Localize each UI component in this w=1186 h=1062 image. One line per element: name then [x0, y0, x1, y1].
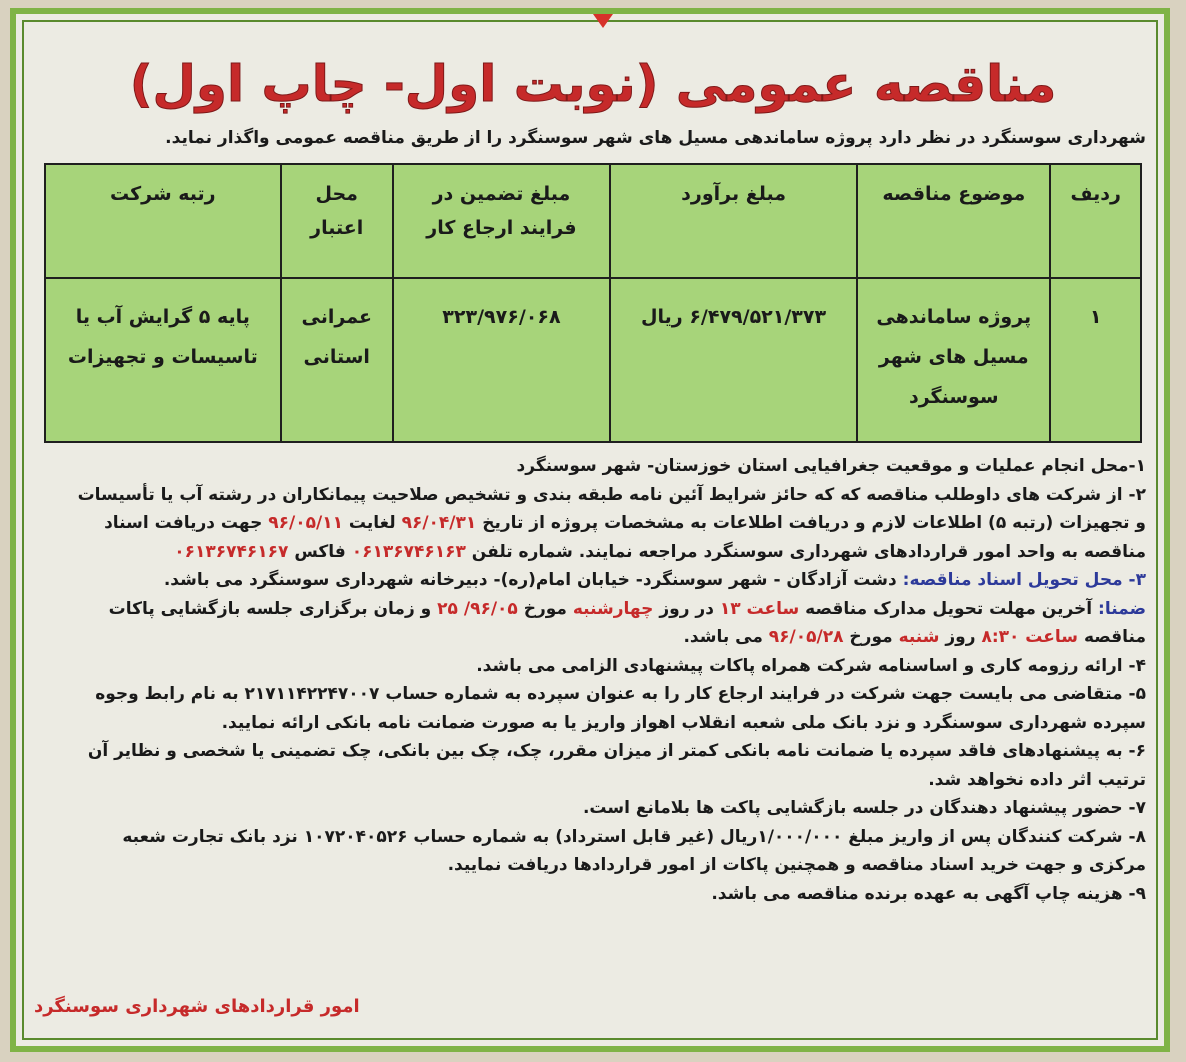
top-arrow-icon — [593, 14, 613, 28]
item-2-date-from: ۹۶/۰۴/۳۱ — [401, 513, 477, 533]
item-8-line-2: مرکزی و جهت خرید اسناد مناقصه و همچنین پاکات از امور قراردادها دریافت نمایید. — [447, 855, 1146, 875]
cell-subject: پروژه ساماندهی مسیل های شهر سوسنگرد — [857, 278, 1050, 442]
cell-grade: پایه ۵ گرایش آب یا تاسیسات و تجهیزات — [45, 278, 281, 442]
header-subject: موضوع مناقصه — [857, 164, 1050, 278]
tender-table — [44, 163, 1142, 443]
also-text-d: و زمان برگزاری جلسه بازگشایی پاکات — [108, 598, 432, 619]
deadline-day: چهارشنبه — [572, 598, 654, 619]
table-row — [45, 278, 1141, 442]
also-text-e: مناقصه — [1083, 627, 1146, 647]
also-text-c: مورخ — [523, 598, 567, 619]
also-label: ضمنا: — [1098, 598, 1146, 619]
phone-number: ۰۶۱۳۶۷۴۶۱۶۳ — [351, 541, 466, 562]
item-2-line-1: ۲- از شرکت های داوطلب مناقصه که که حائز شرایط آئین نامه طبقه بندی و تشخیص صلاحیت پیمانکاران در رشته آب یا تأسیسات — [77, 484, 1146, 505]
fax-number: ۰۶۱۳۶۷۴۶۱۶۷ — [174, 541, 289, 562]
opening-time: ساعت ۸:۳۰ — [981, 627, 1079, 647]
item-2-line-2 — [38, 509, 1146, 538]
header-estimate: مبلغ برآورد — [610, 164, 857, 278]
table-header-row — [45, 164, 1141, 278]
item-7: ۷- حضور پیشنهاد دهندگان در جلسه بازگشایی پاکت ها بلامانع است. — [582, 798, 1146, 818]
item-5-line-1: ۵- متقاضی می بایست جهت شرکت در فرایند ارجاع کار را به عنوان سپرده به شماره حساب ۲۱۷۱۱۴۲۲۴۷۰۰۷ به نام رابط وجوه — [95, 684, 1146, 704]
conditions-list — [38, 452, 1146, 908]
item-6-line-2: ترتیب اثر داده نخواهد شد. — [928, 769, 1146, 790]
item-2-text-c: جهت دریافت اسناد — [104, 513, 263, 533]
item-2-text-d: مناقصه به واحد امور قراردادهای شهرداری سوسنگرد مراجعه نمایند. شماره تلفن — [471, 541, 1146, 562]
item-2-text-b: لغایت — [348, 513, 396, 533]
cell-guarantee: ۳۲۳/۹۷۶/۰۶۸ — [393, 278, 610, 442]
also-text-a: آخرین مهلت تحویل مدارک مناقصه — [805, 598, 1093, 619]
fax-label: فاکس — [294, 541, 346, 562]
also-text-g: مورخ — [849, 627, 893, 647]
header-credit: محل اعتبار — [281, 164, 393, 278]
cell-credit: عمرانی استانی — [281, 278, 393, 442]
intro-text: شهرداری سوسنگرد در نظر دارد پروژه ساماندهی مسیل های شهر سوسنگرد را از طریق مناقصه عمومی واگذار نماید. — [165, 128, 1146, 148]
opening-date: ۹۶/۰۵/۲۸ — [768, 627, 844, 647]
deadline-time: ساعت ۱۳ — [719, 598, 800, 619]
header-guarantee: مبلغ تضمین در فرایند ارجاع کار — [393, 164, 610, 278]
item-3-label: ۳- محل تحویل اسناد مناقصه: — [902, 570, 1146, 590]
item-2-text-a: و تجهیزات (رتبه ۵) اطلاعات لازم و دریافت اطلاعات به مشخصات پروژه از تاریخ — [482, 513, 1146, 533]
item-6-line-1: ۶- به پیشنهادهای فاقد سپرده یا ضمانت نامه بانکی کمتر از میزان مقرر، چک، چک بین بانکی، چک تضمینی یا شخصی و نظایر آن — [87, 741, 1146, 761]
item-2-date-to: ۹۶/۰۵/۱۱ — [268, 513, 343, 533]
item-1: ۱-محل انجام عملیات و موقعیت جغرافیایی استان خوزستان- شهر سوسنگرد — [516, 456, 1146, 476]
also-text-b: در روز — [659, 598, 714, 619]
item-5-line-2: سپرده شهرداری سوسنگرد و نزد بانک ملی شعبه انقلاب اهواز واریز یا به صورت ضمانت نامه بانکی ارائه نمایید. — [221, 712, 1146, 733]
also-line-1 — [38, 595, 1146, 624]
also-text-f: روز — [945, 627, 976, 647]
also-line-2 — [38, 623, 1146, 652]
header-row-no: ردیف — [1050, 164, 1141, 278]
item-8-line-1: ۸- شرکت کنندگان پس از واریز مبلغ ۱/۰۰۰/۰۰۰ریال (غیر قابل استرداد) به شماره حساب ۱۰۷۲۰۴۰۵۲۶ نزد بانک تجارت شعبه — [122, 826, 1146, 847]
page-title: مناقصه عمومی (نوبت اول- چاپ اول) — [129, 55, 1057, 113]
item-2-line-3 — [38, 538, 1146, 567]
item-3-text: دشت آزادگان - شهر سوسنگرد- خیابان امام(ره)- دبیرخانه شهرداری سوسنگرد می باشد. — [163, 570, 897, 590]
opening-day: شنبه — [898, 627, 940, 647]
item-4: ۴- ارائه رزومه کاری و اساسنامه شرکت همراه پاکات پیشنهادی الزامی می باشد. — [476, 655, 1146, 676]
header-grade: رتبه شرکت — [45, 164, 281, 278]
cell-estimate: ۶/۴۷۹/۵۲۱/۳۷۳ ریال — [610, 278, 857, 442]
item-3 — [38, 566, 1146, 595]
also-text-h: می باشد. — [683, 627, 763, 647]
deadline-date: ۹۶/۰۵/ ۲۵ — [437, 598, 518, 619]
signature: امور قراردادهای شهرداری سوسنگرد — [34, 996, 360, 1017]
cell-row-no: ۱ — [1050, 278, 1141, 442]
item-9: ۹- هزینه چاپ آگهی به عهده برنده مناقصه می باشد. — [711, 883, 1146, 904]
